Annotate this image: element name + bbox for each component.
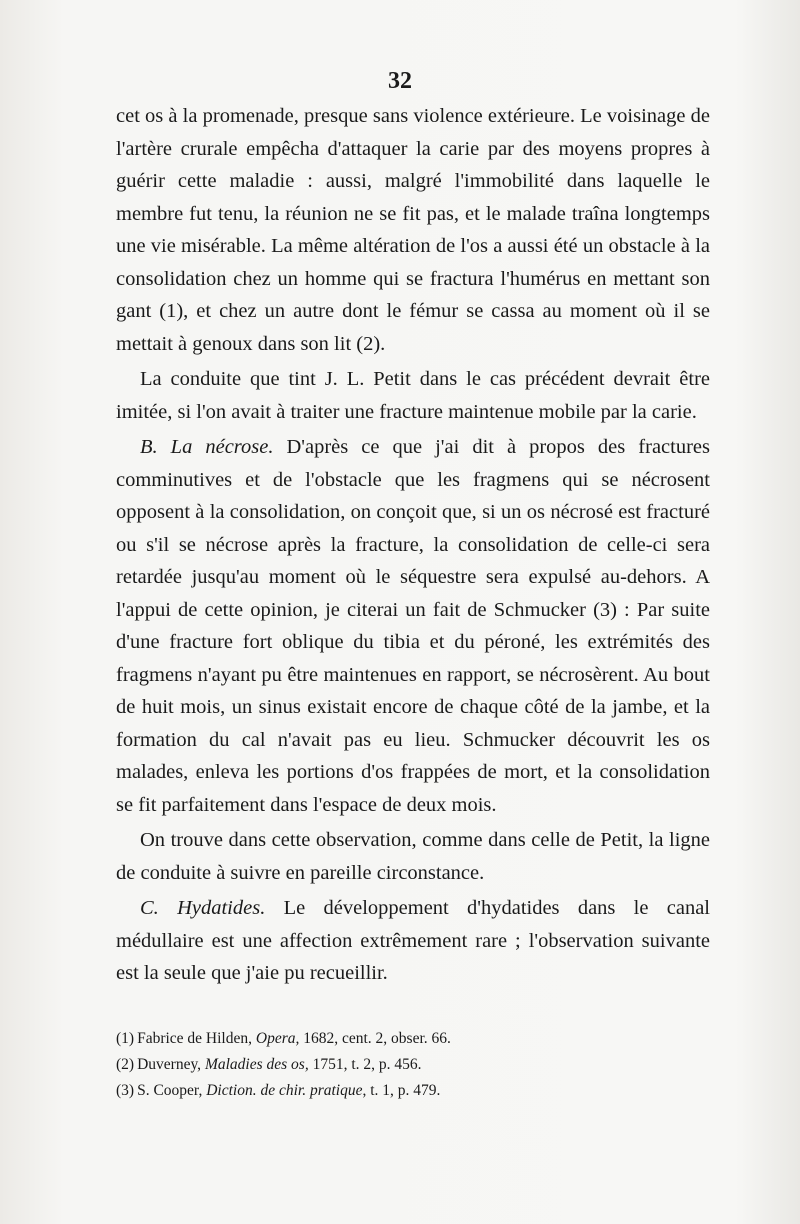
footnote-3-title: Diction. de chir. pratique: [206, 1082, 363, 1099]
paragraph-2: [116, 363, 710, 428]
paragraph-2-text: La conduite que tint J. L. Petit dans le cas précédent devrait être imitée, si l'on avait à traiter une fracture maintenue mobile par la carie.: [116, 368, 710, 423]
paragraph-hydatides-text: Le développement d'hydatides dans le canal médullaire est une affection extrêmement rare ; l'observation suivante est la seule que j'aie pu recueillir.: [116, 897, 710, 984]
paragraph-necrose-text: D'après ce que j'ai dit à propos des fractures comminutives et de l'obstacle que les fragmens qui se nécrosent opposent à la consolidation, on conçoit que, si un os nécrosé est fracturé ou s'il se nécrose après la fracture, la consolidation de celle-ci sera retardée jusqu'au moment où le séquestre sera expulsé au-dehors. A l'appui de cette opinion, je citerai un fait de Schmucker (3) : Par suite d'une fracture fort oblique du tibia et du péroné, les extrémités des fragmens n'ayant pu être maintenues en rapport, se nécrosèrent. Au bout de huit mois, un sinus existait encore de chaque côté de la jambe, et la formation du cal n'avait pas eu lieu. Schmucker découvrit les os malades, enleva les portions d'os frappées de mort, et la consolidation se fit parfaitement dans l'espace de deux mois.: [116, 436, 710, 816]
paragraph-1: [116, 100, 710, 360]
footnote-2-author: Duverney,: [137, 1056, 205, 1073]
footnote-2-ref: 1751, t. 2, p. 456.: [308, 1056, 422, 1073]
footnote-1-marker: (1): [116, 1030, 135, 1047]
footnote-2-marker: (2): [116, 1056, 135, 1073]
footnote-1-author: Fabrice de Hilden,: [137, 1030, 256, 1047]
footnote-2-title: Maladies des os,: [204, 1056, 309, 1073]
footnote-3-author: S. Cooper,: [137, 1082, 207, 1099]
paragraph-1-text: cet os à la promenade, presque sans violence extérieure. Le voisinage de l'artère crurale empêcha d'attaquer la carie par des moyens propres à guérir cette maladie : aussi, malgré l'immobilité dans laquelle le membre fut tenu, la réunion ne se fit pas, et le malade traîna longtemps une vie misérable. La même altération de l'os a aussi été un obstacle à la consolidation chez un homme qui se fractura l'humérus en mettant son gant (1), et chez un autre dont le fémur se cassa au moment où il se mettait à genoux dans son lit (2).: [116, 105, 710, 355]
footnote-3-ref: , t. 1, p. 479.: [362, 1082, 441, 1099]
paragraph-hydatides: [116, 892, 710, 990]
paragraph-4: [116, 824, 710, 889]
footnote-1-title: Opera,: [255, 1030, 300, 1047]
footnotes: [116, 1026, 710, 1104]
footnote-3: [116, 1078, 710, 1104]
footnote-3-marker: (3): [116, 1082, 135, 1099]
section-label-necrose: B. La nécrose.: [140, 436, 274, 458]
paragraph-4-text: On trouve dans cette observation, comme dans celle de Petit, la ligne de conduite à suivre en pareille circonstance.: [116, 829, 710, 884]
paragraph-necrose: [116, 431, 710, 821]
page-number: 32: [388, 68, 412, 94]
footnote-1: [116, 1026, 710, 1052]
section-label-hydatides: C. Hydatides.: [140, 897, 266, 919]
footnote-1-ref: 1682, cent. 2, obser. 66.: [299, 1030, 451, 1047]
footnote-2: [116, 1052, 710, 1078]
body-text: [116, 100, 710, 990]
